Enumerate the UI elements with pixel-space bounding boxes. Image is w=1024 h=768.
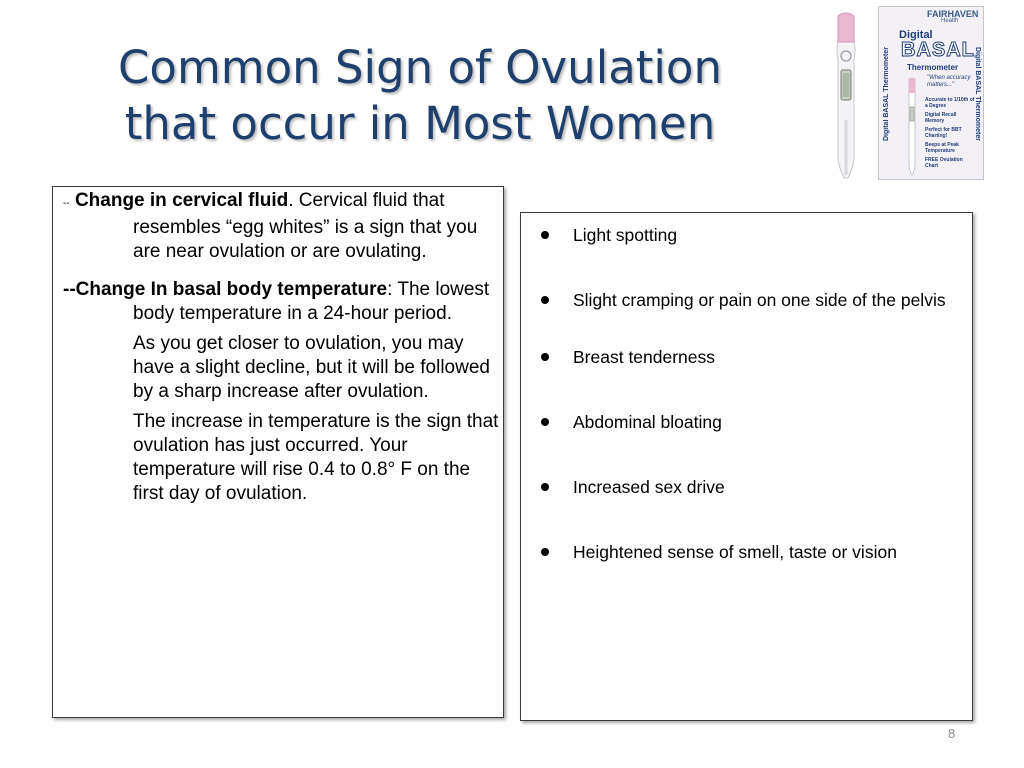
package-thermometer-label: Thermometer — [907, 63, 959, 72]
bullet-icon — [541, 296, 549, 304]
slide-title-line-2: that occur in Most Women — [124, 97, 716, 150]
bullet-icon — [541, 353, 549, 361]
other-signs-box — [520, 212, 973, 721]
list-item — [539, 286, 969, 314]
list-item-text: Abdominal bloating — [573, 412, 722, 432]
left-box-content — [63, 189, 499, 520]
package-basal-label: BASAL — [901, 39, 975, 61]
cervical-fluid-text: . Cervical fluid that resembles “egg whites” is a sign that you are near ovulation or are ovulating. — [133, 190, 478, 262]
temperature-text: : The lowest body temperature in a 24-hour period. — [133, 279, 490, 324]
temperature-decline-paragraph: As you get closer to ovulation, you may have a slight decline, but it will be followed by a sharp increase after ovulation. — [133, 333, 490, 402]
list-item-text: Breast tenderness — [573, 347, 716, 367]
bullet-icon — [541, 231, 549, 239]
temperature-increase-paragraph: The increase in temperature is the sign that ovulation has just occurred. Your temperature will rise 0.4 to 0.8° F on the first day of ovulation. — [133, 411, 499, 504]
temperature-heading: --Change In basal body temperature — [63, 279, 388, 300]
list-item — [539, 343, 969, 371]
list-item-text: Heightened sense of smell, taste or vision — [573, 542, 897, 562]
list-item — [539, 473, 969, 501]
list-item — [539, 538, 969, 566]
slide-title-line-1: Common Sign of Ovulation — [118, 41, 722, 94]
package-side-text-left: Digital BASAL Thermometer — [883, 47, 890, 141]
package-brand-sub: Health — [941, 18, 959, 24]
list-item-text: Slight cramping or pain on one side of the pelvis — [573, 290, 946, 310]
package-thermometer-icon — [905, 77, 919, 177]
thermometer-package-image — [878, 6, 984, 180]
small-dash: -- — [63, 198, 70, 209]
list-item — [539, 408, 969, 436]
package-feature: FREE Ovulation Chart — [925, 157, 963, 169]
package-feature: Accurate to 1/10th of a Degree — [925, 97, 975, 109]
package-quote: "When accuracy matters..." — [927, 75, 971, 88]
package-feature: Beeps at Peak Temperature — [925, 142, 959, 154]
package-feature: Digital Recall Memory — [925, 112, 957, 124]
package-brand: FAIRHAVEN — [927, 9, 979, 19]
package-side-text-right: Digital BASAL Thermometer — [974, 47, 981, 141]
cervical-and-temperature-box — [52, 186, 504, 718]
bullet-icon — [541, 418, 549, 426]
temperature-paragraph — [63, 278, 499, 326]
signs-list — [539, 221, 969, 603]
slide-title — [60, 40, 780, 152]
cervical-fluid-heading: Change in cervical fluid — [74, 190, 289, 211]
page-number: 8 — [948, 726, 956, 741]
bullet-icon — [541, 483, 549, 491]
cervical-fluid-paragraph — [63, 189, 499, 264]
package-features — [925, 97, 975, 172]
list-item-text: Light spotting — [573, 225, 678, 245]
package-feature: Perfect for BBT Charting! — [925, 127, 962, 139]
package-digital-label: Digital — [899, 29, 933, 41]
list-item — [539, 221, 969, 249]
list-item-text: Increased sex drive — [573, 477, 725, 497]
bullet-icon — [541, 548, 549, 556]
thermometer-icon — [826, 10, 866, 182]
